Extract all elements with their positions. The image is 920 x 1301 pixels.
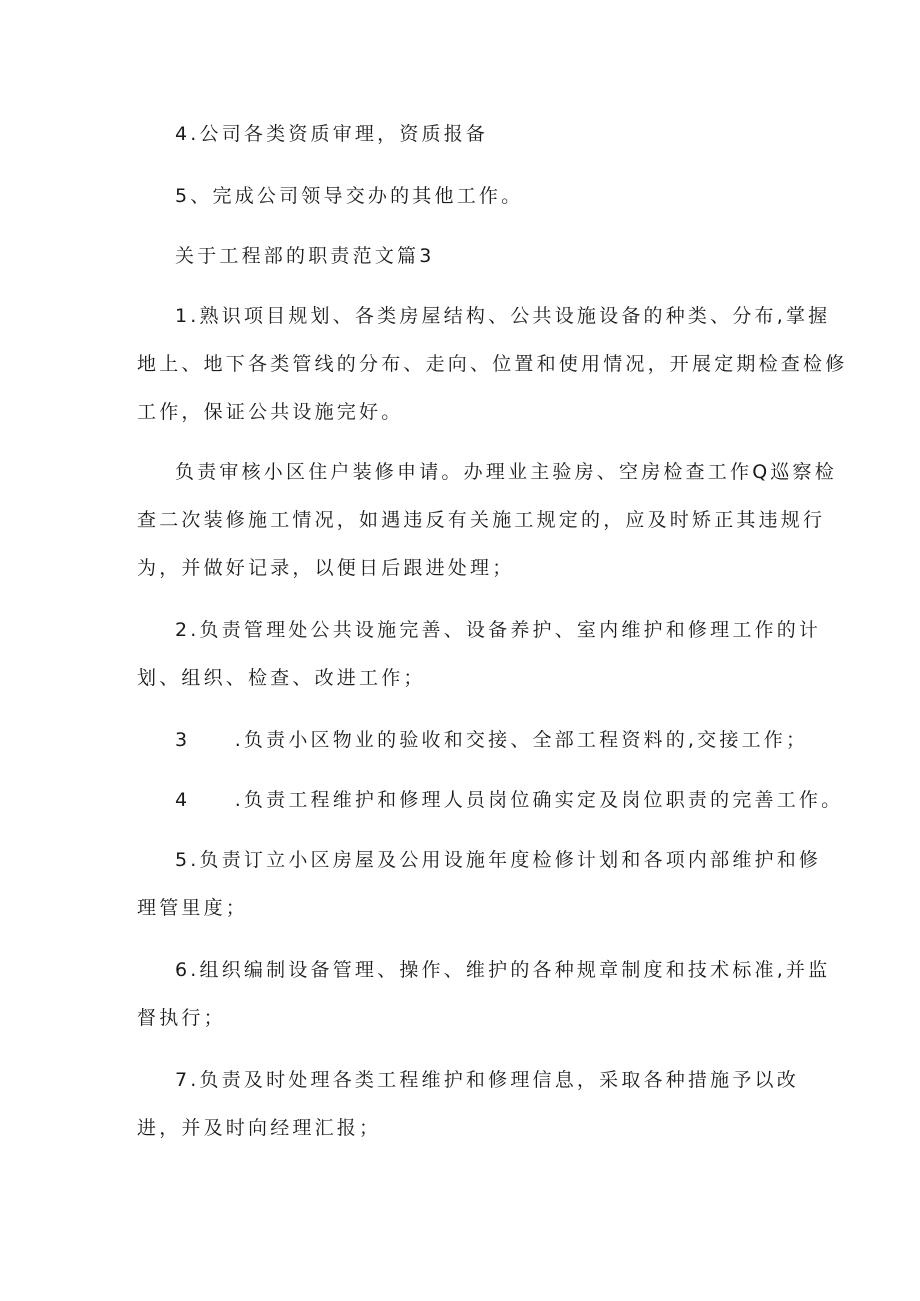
paragraph-line: 理管里度； — [137, 897, 249, 919]
paragraph-line: 负责审核小区住户装修申请。办理业主验房、空房检查工作Q巡察检 — [175, 461, 837, 483]
paragraph-line: 6.组织编制设备管理、操作、维护的各种规章制度和技术标准,并监 — [175, 959, 831, 981]
paragraph-line: 4 .负责工程维护和修理人员岗位确实定及岗位职责的完善工作。 — [175, 789, 844, 811]
paragraph-line: 2.负责管理处公共设施完善、设备养护、室内维护和修理工作的计 — [175, 619, 822, 641]
paragraph-line: 5.负责订立小区房屋及公用设施年度检修计划和各项内部维护和修 — [175, 849, 822, 871]
paragraph-line: 1.熟识项目规划、各类房屋结构、公共设施设备的种类、分布,掌握 — [175, 305, 831, 327]
paragraph-line: 进，并及时向经理汇报； — [137, 1117, 382, 1139]
paragraph-line: 3 .负责小区物业的验收和交接、全部工程资料的,交接工作； — [175, 729, 809, 751]
paragraph-line: 督执行； — [137, 1007, 226, 1029]
paragraph-line: 7.负责及时处理各类工程维护和修理信息，采取各种措施予以改 — [175, 1069, 799, 1091]
paragraph-line: 5、完成公司领导交办的其他工作。 — [175, 185, 524, 207]
paragraph-line: 4.公司各类资质审理，资质报备 — [175, 123, 489, 145]
paragraph-line: 为，并做好记录，以便日后跟进处理； — [137, 557, 515, 579]
section-heading: 关于工程部的职责范文篇3 — [175, 245, 435, 267]
paragraph-line: 地上、地下各类管线的分布、走向、位置和使用情况，开展定期检查检修 — [137, 353, 848, 375]
paragraph-line: 工作，保证公共设施完好。 — [137, 401, 404, 423]
paragraph-line: 查二次装修施工情况，如遇违反有关施工规定的，应及时矫正其违规行 — [137, 509, 826, 531]
paragraph-line: 划、组织、检查、改进工作； — [137, 667, 426, 689]
